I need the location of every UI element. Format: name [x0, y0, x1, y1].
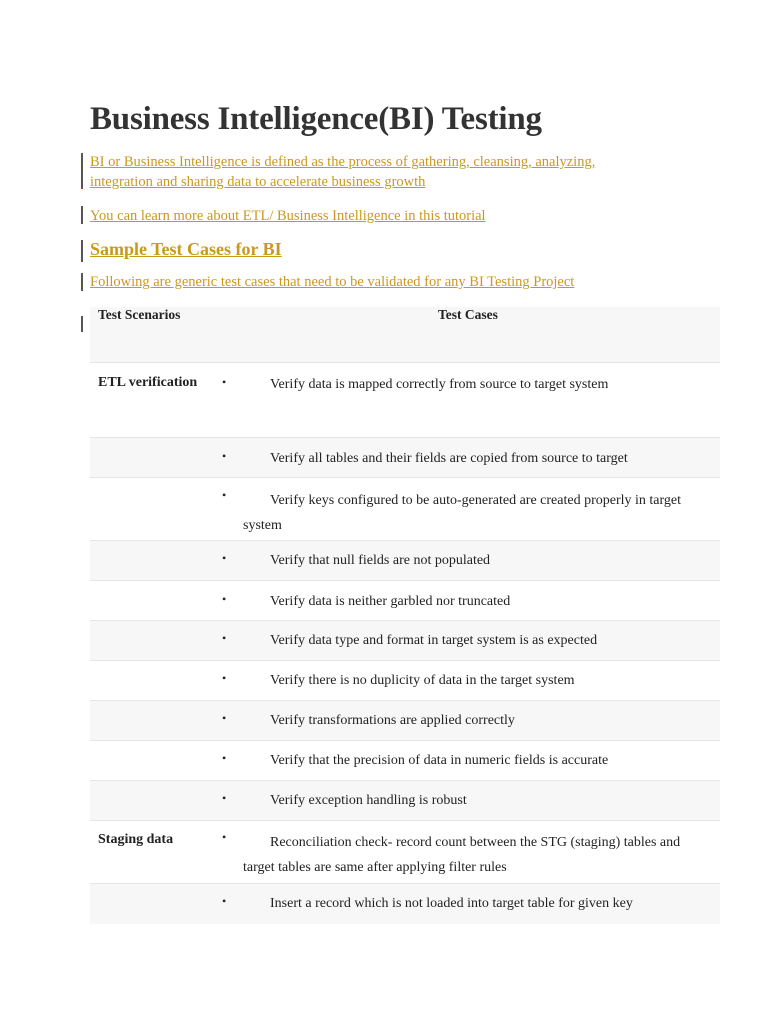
case-text: Verify exception handling is robust — [270, 793, 467, 808]
bullet-icon: • — [222, 711, 227, 725]
case-cell — [216, 581, 720, 621]
bullet-icon: • — [222, 551, 227, 565]
bullet-icon: • — [222, 375, 227, 389]
bullet-icon: • — [222, 751, 227, 765]
case-text: Verify data is neither garbled nor truncated — [270, 594, 511, 609]
scenario-cell — [90, 541, 216, 581]
case-cell — [216, 701, 720, 741]
case-text: Verify all tables and their fields are copied from source to target — [270, 451, 628, 466]
text-cursor-bar — [81, 206, 83, 224]
case-text: Verify that null fields are not populated — [270, 553, 491, 568]
case-text: Verify keys configured to be auto-generated are created properly in target system — [243, 493, 681, 533]
scenario-cell — [90, 661, 216, 701]
intro-link[interactable] — [90, 152, 595, 192]
scenario-cell — [90, 884, 216, 924]
scenario-cell — [90, 781, 216, 821]
case-text: Insert a record which is not loaded into target table for given key — [270, 896, 633, 911]
table-row — [90, 884, 720, 924]
case-text: Verify data is mapped correctly from source to target system — [270, 377, 609, 392]
text-cursor-bar — [81, 273, 83, 291]
scenario-cell — [90, 621, 216, 661]
text-cursor-bar — [81, 240, 83, 262]
case-cell — [216, 884, 720, 924]
table-row — [90, 741, 720, 781]
table-row — [90, 701, 720, 741]
case-cell — [216, 741, 720, 781]
bullet-icon: • — [222, 830, 227, 844]
intro-link-line2: integration and sharing data to accelerate business growth — [90, 174, 426, 190]
scenario-cell: ETL verification — [98, 375, 198, 390]
table-row — [90, 781, 720, 821]
section-heading[interactable]: Sample Test Cases for BI — [90, 239, 282, 259]
bullet-icon: • — [222, 631, 227, 645]
case-cell — [216, 363, 720, 438]
bullet-icon: • — [222, 592, 227, 606]
scenario-cell — [90, 581, 216, 621]
table-row — [90, 661, 720, 701]
case-cell — [216, 661, 720, 701]
case-cell — [216, 438, 720, 478]
header-test-scenarios: Test Scenarios — [98, 307, 181, 322]
learn-more-link[interactable]: You can learn more about ETL/ Business Intelligence in this tutorial — [90, 208, 486, 224]
case-cell — [216, 781, 720, 821]
bullet-icon: • — [222, 449, 227, 463]
case-text: Reconciliation check- record count between the STG (staging) tables and target tables are same after applying filter rules — [243, 835, 681, 875]
scenario-cell — [90, 741, 216, 781]
table-row — [90, 821, 720, 884]
bullet-icon: • — [222, 488, 227, 502]
header-test-cases: Test Cases — [438, 307, 498, 322]
scenario-cell: Staging data — [98, 832, 174, 847]
table-row — [90, 621, 720, 661]
scenario-cell — [90, 701, 216, 741]
case-text: Verify data type and format in target system is as expected — [270, 633, 598, 648]
table-row — [90, 478, 720, 541]
table-row — [90, 541, 720, 581]
case-cell — [216, 478, 720, 541]
case-cell — [216, 541, 720, 581]
case-text: Verify that the precision of data in numeric fields is accurate — [270, 753, 609, 768]
section-intro-link[interactable]: Following are generic test cases that need to be validated for any BI Testing Project — [90, 274, 575, 290]
bullet-icon: • — [222, 791, 227, 805]
case-text: Verify transformations are applied correctly — [270, 713, 515, 728]
case-text: Verify there is no duplicity of data in the target system — [270, 673, 575, 688]
intro-link-line1: BI or Business Intelligence is defined as the process of gathering, cleansing, analyzing, — [90, 154, 596, 170]
table-row — [90, 363, 720, 438]
case-cell — [216, 821, 720, 884]
table-header-row — [90, 307, 720, 363]
text-cursor-bar — [81, 153, 83, 189]
case-cell — [216, 621, 720, 661]
bullet-icon: • — [222, 894, 227, 908]
text-cursor-bar — [81, 316, 83, 332]
test-cases-table — [90, 307, 720, 924]
scenario-cell — [90, 478, 216, 541]
table-row — [90, 581, 720, 621]
table-row — [90, 438, 720, 478]
bullet-icon: • — [222, 671, 227, 685]
page-title: Business Intelligence(BI) Testing — [90, 101, 542, 137]
scenario-cell — [90, 438, 216, 478]
